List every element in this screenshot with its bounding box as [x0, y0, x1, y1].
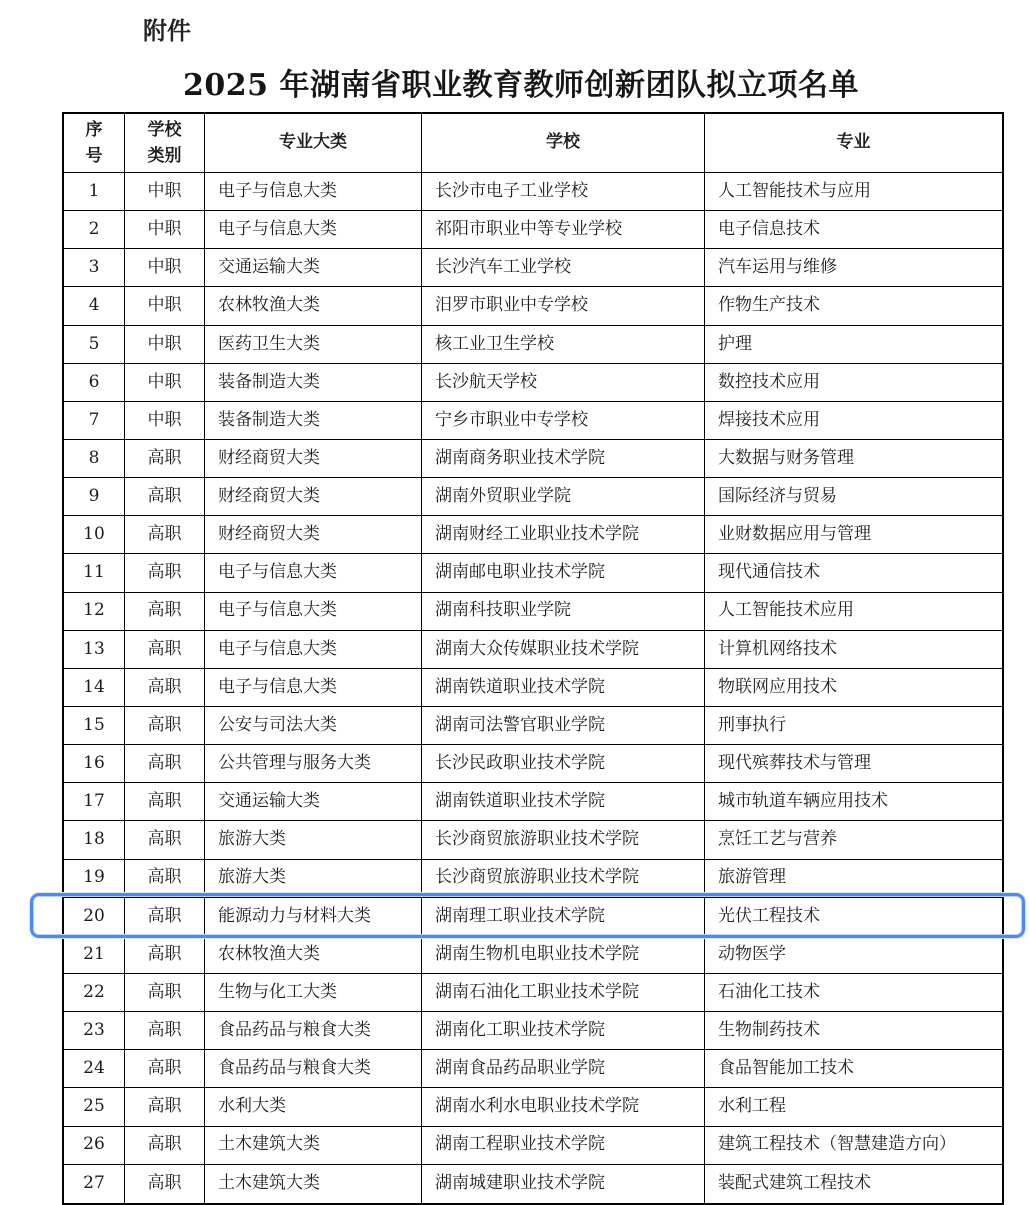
table-row [64, 631, 1002, 669]
table-cell: 电子与信息大类 [205, 554, 422, 591]
table-cell: 湖南食品药品职业学院 [422, 1050, 705, 1087]
table-cell: 高职 [125, 974, 205, 1011]
table-cell: 城市轨道车辆应用技术 [718, 791, 888, 812]
table-cell: 湖南工程职业技术学院 [422, 1127, 705, 1164]
table-cell: 湖南石油化工职业技术学院 [422, 974, 705, 1011]
table-cell: 中职 [125, 173, 205, 210]
table-cell: 高职 [125, 1012, 205, 1049]
table-cell: 人工智能技术应用 [718, 600, 854, 621]
table-cell: 作物生产技术 [718, 295, 820, 316]
table-cell: 长沙市电子工业学校 [422, 173, 705, 210]
table-cell: 高职 [125, 821, 205, 858]
table-cell: 27 [64, 1165, 125, 1203]
table-cell: 财经商贸大类 [205, 478, 422, 515]
table-cell: 2 [64, 211, 125, 248]
table-cell: 装配式建筑工程技术 [718, 1173, 871, 1194]
table-cell: 护理 [718, 333, 752, 354]
table-row [64, 287, 1002, 325]
table-cell: 现代殡葬技术与管理 [718, 753, 871, 774]
table-cell: 湖南铁道职业技术学院 [422, 783, 705, 820]
table-cell: 土木建筑大类 [205, 1127, 422, 1164]
table-row [64, 440, 1002, 478]
table-cell: 土木建筑大类 [205, 1165, 422, 1203]
table-cell: 5 [64, 326, 125, 363]
table-cell: 中职 [125, 326, 205, 363]
table-cell: 中职 [125, 287, 205, 324]
table-cell: 医药卫生大类 [205, 326, 422, 363]
table-row [64, 745, 1002, 783]
table-cell: 湖南司法警官职业学院 [422, 707, 705, 744]
table-cell: 电子与信息大类 [205, 631, 422, 668]
table-cell: 19 [64, 860, 125, 897]
table-row [64, 1088, 1002, 1126]
table-cell: 21 [64, 936, 125, 973]
table-row [64, 821, 1002, 859]
table-cell: 旅游大类 [205, 821, 422, 858]
table-row [64, 593, 1002, 631]
table-cell: 22 [64, 974, 125, 1011]
table-cell: 电子与信息大类 [205, 173, 422, 210]
table-cell: 电子与信息大类 [205, 211, 422, 248]
table-cell: 食品药品与粮食大类 [205, 1012, 422, 1049]
table-cell: 23 [64, 1012, 125, 1049]
table-cell: 财经商贸大类 [205, 440, 422, 477]
column-header: 专业 [836, 132, 871, 153]
table-cell: 现代通信技术 [718, 562, 820, 583]
table-row [64, 173, 1002, 211]
column-header: 学校 [422, 114, 705, 172]
table-cell: 26 [64, 1127, 125, 1164]
table-cell: 7 [64, 402, 125, 439]
table-cell: 长沙商贸旅游职业技术学院 [422, 860, 705, 897]
table-cell: 17 [64, 783, 125, 820]
table-cell: 刑事执行 [718, 714, 786, 735]
table-row [64, 326, 1002, 364]
table-cell: 装备制造大类 [205, 364, 422, 401]
table-cell: 高职 [125, 783, 205, 820]
table-cell: 祁阳市职业中等专业学校 [422, 211, 705, 248]
table-cell: 10 [64, 516, 125, 553]
table-row [64, 364, 1002, 402]
table-cell: 8 [64, 440, 125, 477]
project-list-table [62, 112, 1004, 1205]
table-cell: 农林牧渔大类 [205, 287, 422, 324]
table-cell: 国际经济与贸易 [718, 486, 837, 507]
table-cell: 湖南科技职业学院 [422, 593, 705, 630]
table-cell: 旅游管理 [718, 867, 786, 888]
table-row [64, 1165, 1002, 1203]
table-cell: 交通运输大类 [205, 249, 422, 286]
table-row [64, 554, 1002, 592]
table-cell: 9 [64, 478, 125, 515]
table-cell: 高职 [125, 593, 205, 630]
table-cell: 高职 [125, 631, 205, 668]
table-cell: 汨罗市职业中专学校 [422, 287, 705, 324]
column-header: 专业大类 [205, 114, 422, 172]
table-cell: 公共管理与服务大类 [205, 745, 422, 782]
table-cell: 长沙商贸旅游职业技术学院 [422, 821, 705, 858]
table-cell: 11 [64, 554, 125, 591]
table-cell: 湖南铁道职业技术学院 [422, 669, 705, 706]
table-row [64, 860, 1002, 898]
table-cell: 财经商贸大类 [205, 516, 422, 553]
table-cell: 计算机网络技术 [718, 638, 837, 659]
table-cell: 中职 [125, 249, 205, 286]
table-cell: 核工业卫生学校 [422, 326, 705, 363]
table-row [64, 478, 1002, 516]
table-cell: 宁乡市职业中专学校 [422, 402, 705, 439]
table-cell: 农林牧渔大类 [205, 936, 422, 973]
table-cell: 动物医学 [718, 943, 786, 964]
table-cell: 高职 [125, 669, 205, 706]
table-cell: 石油化工技术 [718, 981, 820, 1002]
table-cell: 生物与化工大类 [205, 974, 422, 1011]
table-cell: 水利工程 [718, 1096, 786, 1117]
table-cell: 湖南理工职业技术学院 [422, 898, 705, 935]
table-cell: 18 [64, 821, 125, 858]
table-cell: 烹饪工艺与营养 [718, 829, 837, 850]
table-cell: 湖南化工职业技术学院 [422, 1012, 705, 1049]
table-row [64, 402, 1002, 440]
table-cell: 焊接技术应用 [718, 409, 820, 430]
table-cell: 建筑工程技术（智慧建造方向） [718, 1134, 956, 1155]
table-header-row [64, 114, 1002, 173]
table-cell: 15 [64, 707, 125, 744]
table-cell: 高职 [125, 516, 205, 553]
table-cell: 公安与司法大类 [205, 707, 422, 744]
table-cell: 12 [64, 593, 125, 630]
table-cell: 大数据与财务管理 [718, 447, 854, 468]
table-cell: 食品智能加工技术 [718, 1058, 854, 1079]
table-cell: 食品药品与粮食大类 [205, 1050, 422, 1087]
table-cell: 湖南城建职业技术学院 [422, 1165, 705, 1203]
table-cell: 装备制造大类 [205, 402, 422, 439]
table-cell: 物联网应用技术 [718, 676, 837, 697]
table-cell: 6 [64, 364, 125, 401]
table-cell: 湖南商务职业技术学院 [422, 440, 705, 477]
table-cell: 长沙民政职业技术学院 [422, 745, 705, 782]
table-body [64, 173, 1002, 1203]
table-cell: 湖南外贸职业学院 [422, 478, 705, 515]
table-cell: 13 [64, 631, 125, 668]
table-row [64, 783, 1002, 821]
table-cell: 人工智能技术与应用 [718, 180, 871, 201]
table-cell: 旅游大类 [205, 860, 422, 897]
table-cell: 高职 [125, 1050, 205, 1087]
table-cell: 数控技术应用 [718, 371, 820, 392]
table-cell: 高职 [125, 860, 205, 897]
table-cell: 汽车运用与维修 [718, 257, 837, 278]
table-row [64, 211, 1002, 249]
table-cell: 长沙航天学校 [422, 364, 705, 401]
table-cell: 1 [64, 173, 125, 210]
table-cell: 14 [64, 669, 125, 706]
table-cell: 中职 [125, 364, 205, 401]
table-row [64, 516, 1002, 554]
table-cell: 业财数据应用与管理 [718, 524, 871, 545]
column-header: 序号 [64, 114, 125, 172]
table-cell: 高职 [125, 936, 205, 973]
table-cell: 高职 [125, 478, 205, 515]
table-cell: 25 [64, 1088, 125, 1125]
table-cell: 16 [64, 745, 125, 782]
table-cell: 湖南大众传媒职业技术学院 [422, 631, 705, 668]
table-cell: 长沙汽车工业学校 [422, 249, 705, 286]
table-row [64, 669, 1002, 707]
column-header: 学校类别 [125, 114, 205, 172]
table-cell: 交通运输大类 [205, 783, 422, 820]
table-row [64, 1012, 1002, 1050]
table-cell: 高职 [125, 898, 205, 935]
page-title: 2025 年湖南省职业教育教师创新团队拟立项名单 [183, 68, 859, 103]
table-row [64, 1050, 1002, 1088]
table-cell: 高职 [125, 1127, 205, 1164]
table-cell: 中职 [125, 402, 205, 439]
table-cell: 生物制药技术 [718, 1020, 820, 1041]
table-row [64, 707, 1002, 745]
table-cell: 3 [64, 249, 125, 286]
table-cell: 水利大类 [205, 1088, 422, 1125]
table-cell: 湖南生物机电职业技术学院 [422, 936, 705, 973]
table-row [64, 898, 1002, 936]
table-cell: 高职 [125, 745, 205, 782]
table-row [64, 936, 1002, 974]
table-cell: 高职 [125, 440, 205, 477]
table-row [64, 249, 1002, 287]
table-cell: 光伏工程技术 [718, 905, 820, 926]
table-cell: 高职 [125, 707, 205, 744]
table-cell: 高职 [125, 554, 205, 591]
table-cell: 高职 [125, 1165, 205, 1203]
table-cell: 湖南财经工业职业技术学院 [422, 516, 705, 553]
table-cell: 高职 [125, 1088, 205, 1125]
table-cell: 20 [64, 898, 125, 935]
table-cell: 中职 [125, 211, 205, 248]
table-cell: 24 [64, 1050, 125, 1087]
table-cell: 湖南邮电职业技术学院 [422, 554, 705, 591]
table-cell: 湖南水利水电职业技术学院 [422, 1088, 705, 1125]
table-cell: 能源动力与材料大类 [205, 898, 422, 935]
table-cell: 电子信息技术 [718, 219, 820, 240]
table-cell: 电子与信息大类 [205, 593, 422, 630]
attachment-label: 附件 [143, 17, 191, 45]
table-row [64, 974, 1002, 1012]
table-cell: 电子与信息大类 [205, 669, 422, 706]
table-cell: 4 [64, 287, 125, 324]
table-row [64, 1127, 1002, 1165]
